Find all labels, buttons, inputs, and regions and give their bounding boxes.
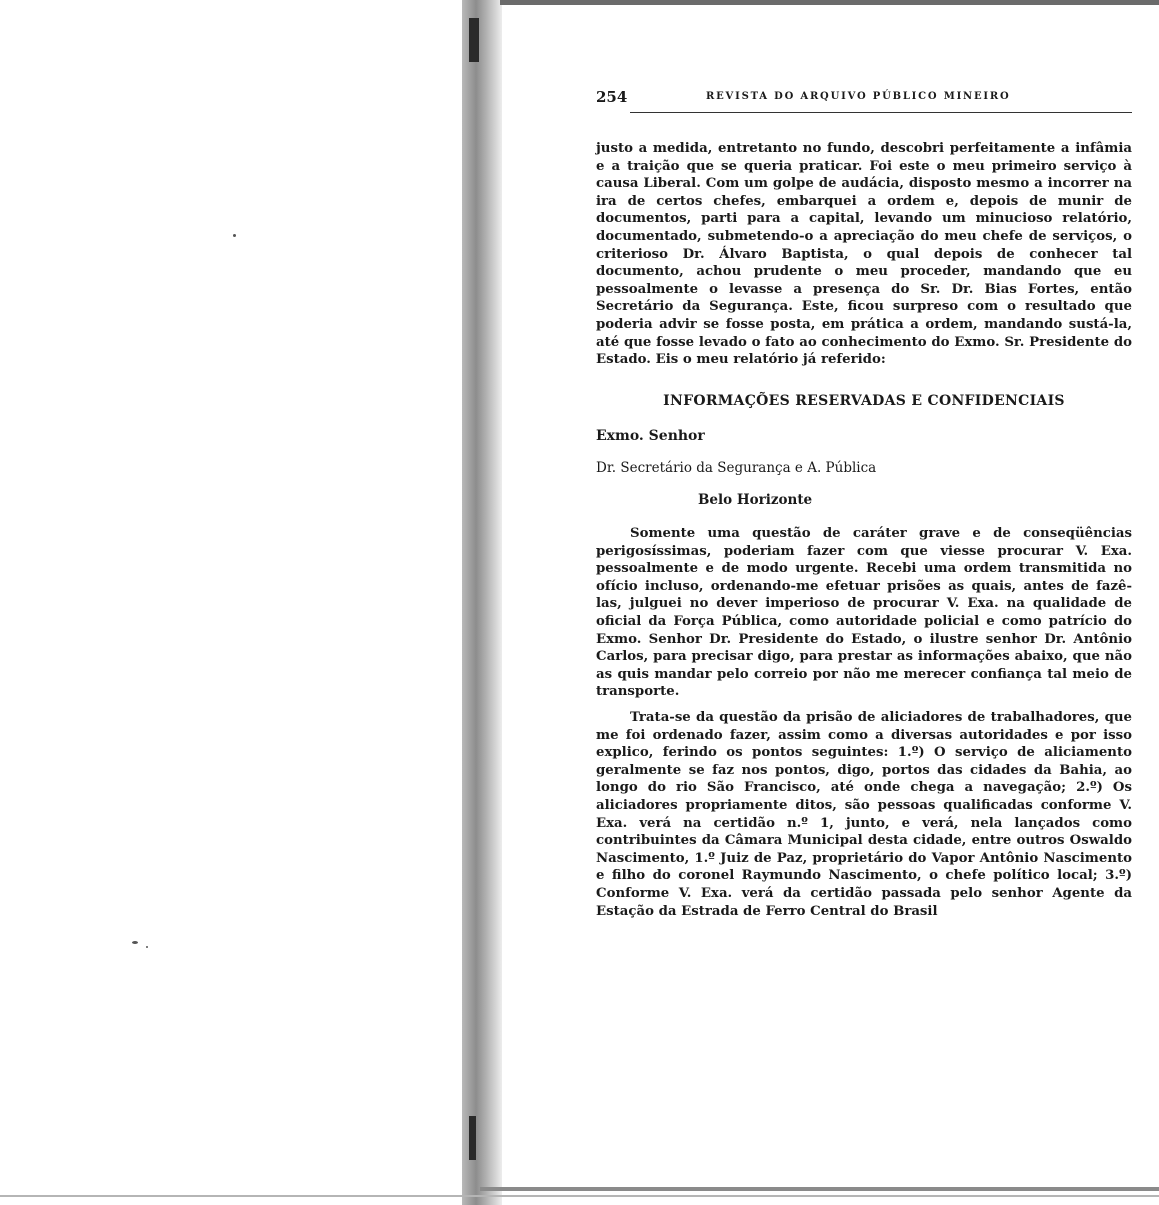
page-top-edge bbox=[500, 0, 1159, 5]
book-gutter-shadow bbox=[462, 0, 502, 1205]
paragraph-gap bbox=[596, 701, 1132, 709]
header-rule bbox=[630, 112, 1132, 113]
city-line: Belo Horizonte bbox=[698, 491, 813, 508]
salutation: Exmo. Senhor bbox=[596, 428, 705, 445]
paragraph-continuation: justo a medida, entretanto no fundo, descobri perfeitamente a infâmia e a traição que se queria praticar. Foi este o meu primeiro serviço à causa Liberal. Com um golpe de audácia, disposto mesmo a incorrer na ira de certos chefes, embarquei a ordem e, depois de munir de documentos, parti para a capital, levando um minucioso relatório, documentado, submetendo-o a apreciação do meu chefe de serviços, o criterioso Dr. Álvaro Baptista, o qual depois de conhecer tal documento, achou prudente o meu proceder, mandando que eu pessoalmente o levasse a presença do Sr. Dr. Bias Fortes, então Secretário da Segurança. Este, ficou surpreso com o resultado que poderia advir se fosse posta, em prática a ordem, mandando sustá-la, até que fosse levado o fato ao conhecimento do Exmo. Sr. Presidente do Estado. Eis o meu relatório já referido: bbox=[596, 141, 1132, 368]
binding-mark bbox=[469, 1116, 476, 1160]
paragraph-report-intro: Somente uma questão de caráter grave e de conseqüências perigosíssimas, poderiam fazer com que viesse procurar V. Exa. pessoalmente e de modo urgente. Recebi uma ordem transmitida no ofício incluso, ordenando-me efetuar prisões as quais, antes de fazê-las, julguei no dever imperioso de procurar V. Exa. na qualidade de oficial da Força Pública, como autoridade policial e como patrício do Exmo. Senhor Dr. Presidente do Estado, o ilustre senhor Dr. Antônio Carlos, para precisar digo, para prestar as informações abaixo, que não as quis mandar pelo correio por não me merecer confiança tal meio de transporte. bbox=[596, 526, 1132, 700]
paper-speck bbox=[146, 946, 148, 948]
page-bottom-edge bbox=[480, 1187, 1159, 1191]
paragraph-report-points: Trata-se da questão da prisão de aliciadores de trabalhadores, que me foi ordenado fazer, assim como a diversas autoridades e por isso explico, ferindo os pontos seguintes: 1.º) O serviço de aliciamento geralmente se faz nos pontos, digo, portos das cidades da Bahia, ao longo do rio São Francisco, até onde chega a navegação; 2.º) Os aliciadores propriamente ditos, são pessoas qualificadas conforme V. Exa. verá na certidão n.º 1, junto, e verá, nela lançados como contribuintes da Câmara Municipal desta cidade, entre outros Oswaldo Nascimento, 1.º Juiz de Paz, proprietário do Vapor Antônio Nascimento e filho do coronel Raymundo Nascimento, o chefe político local; 3.º) Conforme V. Exa. verá da certidão passada pelo senhor Agente da Estação da Estrada de Ferro Central do Brasil bbox=[596, 710, 1132, 919]
paper-speck bbox=[132, 941, 138, 944]
journal-title: REVISTA DO ARQUIVO PÚBLICO MINEIRO bbox=[706, 91, 1011, 102]
page-number: 254 bbox=[596, 88, 628, 106]
document-page bbox=[596, 88, 1132, 920]
addressee-line: Dr. Secretário da Segurança e A. Pública bbox=[596, 459, 877, 476]
binding-mark bbox=[469, 18, 479, 62]
body-text bbox=[596, 140, 1132, 920]
running-header bbox=[596, 88, 1132, 112]
section-heading: INFORMAÇÕES RESERVADAS E CONFIDENCIAIS bbox=[663, 392, 1065, 409]
paper-speck bbox=[233, 234, 236, 237]
facing-blank-page bbox=[0, 0, 462, 1205]
scan-bottom-edge bbox=[0, 1195, 1159, 1197]
